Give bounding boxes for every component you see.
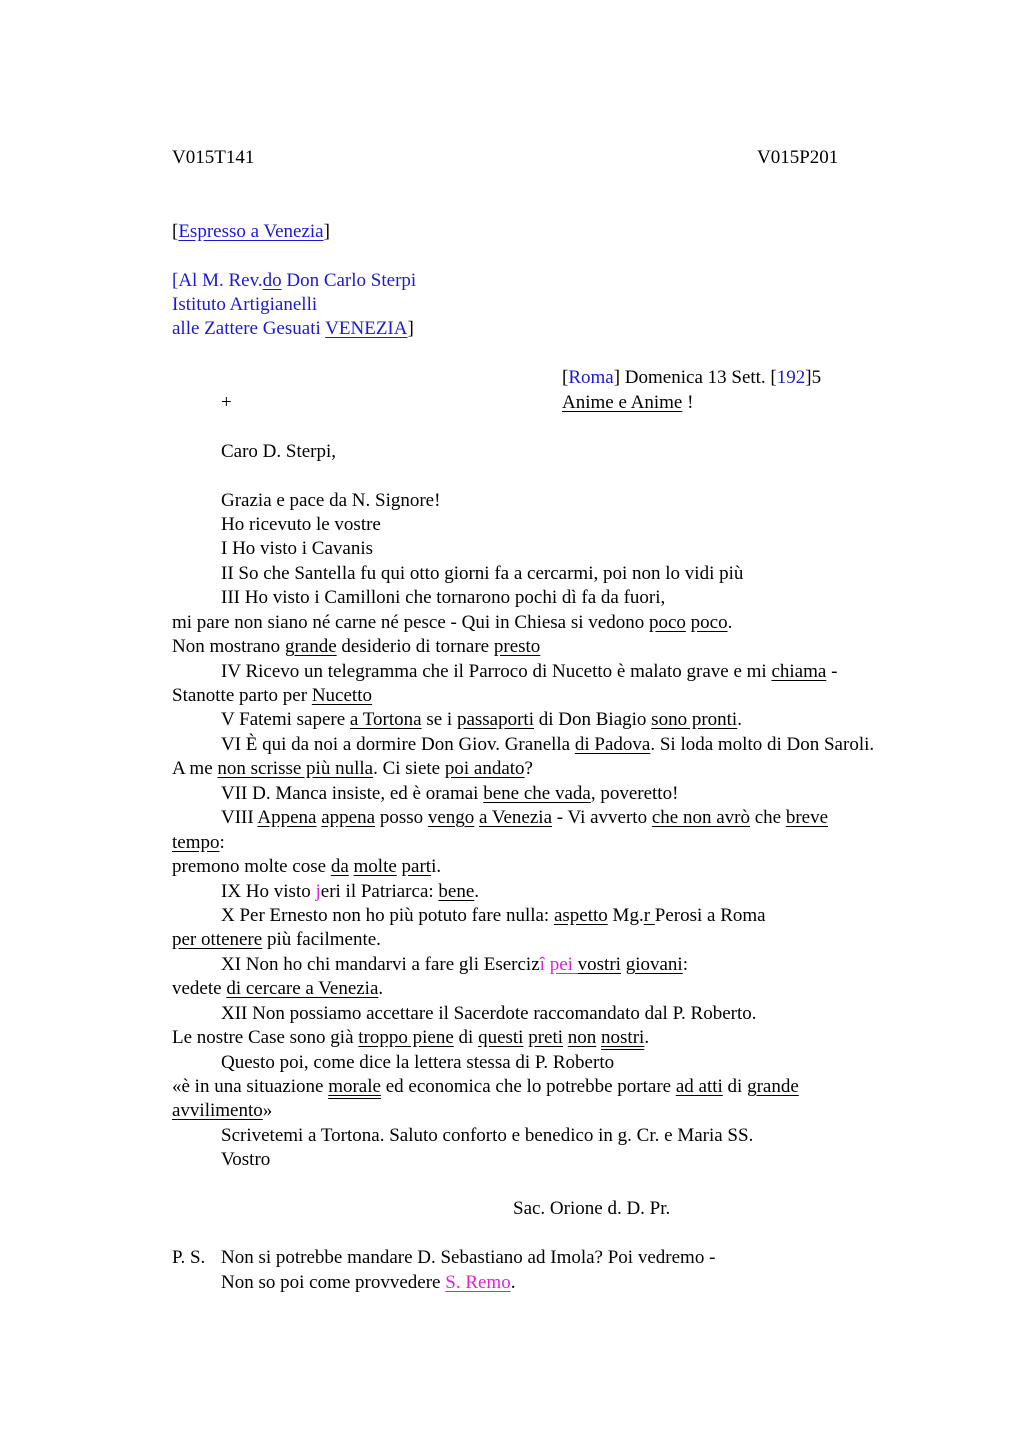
postscript-line-1: Non si potrebbe mandare D. Sebastiano ad Imola? Poi vedremo -	[221, 1247, 716, 1268]
body-line-13: VII D. Manca insiste, ed è oramai bene che vada, poveretto!	[221, 783, 679, 804]
body-line-9: Stanotte parto per Nucetto	[172, 685, 372, 706]
body-line-21: vedete di cercare a Venezia.	[172, 978, 384, 999]
body-line-6: mi pare non siano né carne né pesce - Qui in Chiesa si vedono poco poco.	[172, 612, 733, 633]
body-line-17: IX Ho visto jeri il Patriarca: bene.	[221, 881, 480, 902]
body-line-20: XI Non ho chi mandarvi a fare gli Esercizî pei vostri giovani:	[221, 954, 688, 975]
body-line-24: Questo poi, come dice la lettera stessa di P. Roberto	[221, 1052, 615, 1073]
body-line-2: Ho ricevuto le vostre	[221, 514, 381, 535]
body-line-15: tempo:	[172, 832, 225, 853]
delivery-note-text: Espresso a Venezia	[178, 221, 324, 242]
dateline: [Roma] Domenica 13 Sett. [192]5	[562, 367, 822, 388]
document-code-right: V015P201	[757, 147, 839, 168]
body-line-8: IV Ricevo un telegramma che il Parroco di Nucetto è malato grave e mi chiama -	[221, 661, 838, 682]
address-line-1: [Al M. Rev.do Don Carlo Sterpi	[172, 270, 417, 291]
body-line-7: Non mostrano grande desiderio di tornare presto	[172, 636, 541, 657]
cross-symbol: +	[221, 392, 232, 413]
body-line-28: Vostro	[221, 1149, 271, 1170]
signature: Sac. Orione d. D. Pr.	[513, 1198, 671, 1219]
postscript-label: P. S.	[172, 1247, 206, 1268]
body-line-27: Scrivetemi a Tortona. Saluto conforto e benedico in g. Cr. e Maria SS.	[221, 1125, 754, 1146]
document-code-left: V015T141	[172, 147, 255, 168]
address-line-3: alle Zattere Gesuati VENEZIA]	[172, 318, 414, 339]
body-line-5: III Ho visto i Camilloni che tornarono pochi dì fa da fuori,	[221, 587, 666, 608]
body-line-18: X Per Ernesto non ho più potuto fare nulla: aspetto Mg.r Perosi a Roma	[221, 905, 766, 926]
body-line-1: Grazia e pace da N. Signore!	[221, 490, 441, 511]
salutation: Caro D. Sterpi,	[221, 441, 337, 462]
body-line-23: Le nostre Case sono già troppo piene di questi preti non nostri.	[172, 1027, 650, 1048]
body-line-16: premono molte cose da molte parti.	[172, 856, 442, 877]
address-line-2: Istituto Artigianelli	[172, 294, 318, 315]
motto: Anime e Anime !	[562, 392, 694, 413]
body-line-12: A me non scrisse più nulla. Ci siete poi andato?	[172, 758, 533, 779]
body-line-11: VI È qui da noi a dormire Don Giov. Granella di Padova. Si loda molto di Don Saroli.	[221, 734, 875, 755]
body-line-25: «è in una situazione morale ed economica che lo potrebbe portare ad atti di grande	[172, 1076, 799, 1097]
body-line-10: V Fatemi sapere a Tortona se i passaporti di Don Biagio sono pronti.	[221, 709, 742, 730]
body-line-14: VIII Appena appena posso vengo a Venezia - Vi avverto che non avrò che breve	[221, 807, 829, 828]
delivery-note: [Espresso a Venezia]	[172, 221, 330, 242]
body-line-26: avvilimento»	[172, 1100, 273, 1121]
body-line-4: II So che Santella fu qui otto giorni fa a cercarmi, poi non lo vidi più	[221, 563, 744, 584]
body-line-3: I Ho visto i Cavanis	[221, 538, 373, 559]
postscript-line-2: Non so poi come provvedere S. Remo.	[221, 1272, 516, 1293]
body-line-22: XII Non possiamo accettare il Sacerdote raccomandato dal P. Roberto.	[221, 1003, 757, 1024]
body-line-19: per ottenere più facilmente.	[172, 929, 381, 950]
